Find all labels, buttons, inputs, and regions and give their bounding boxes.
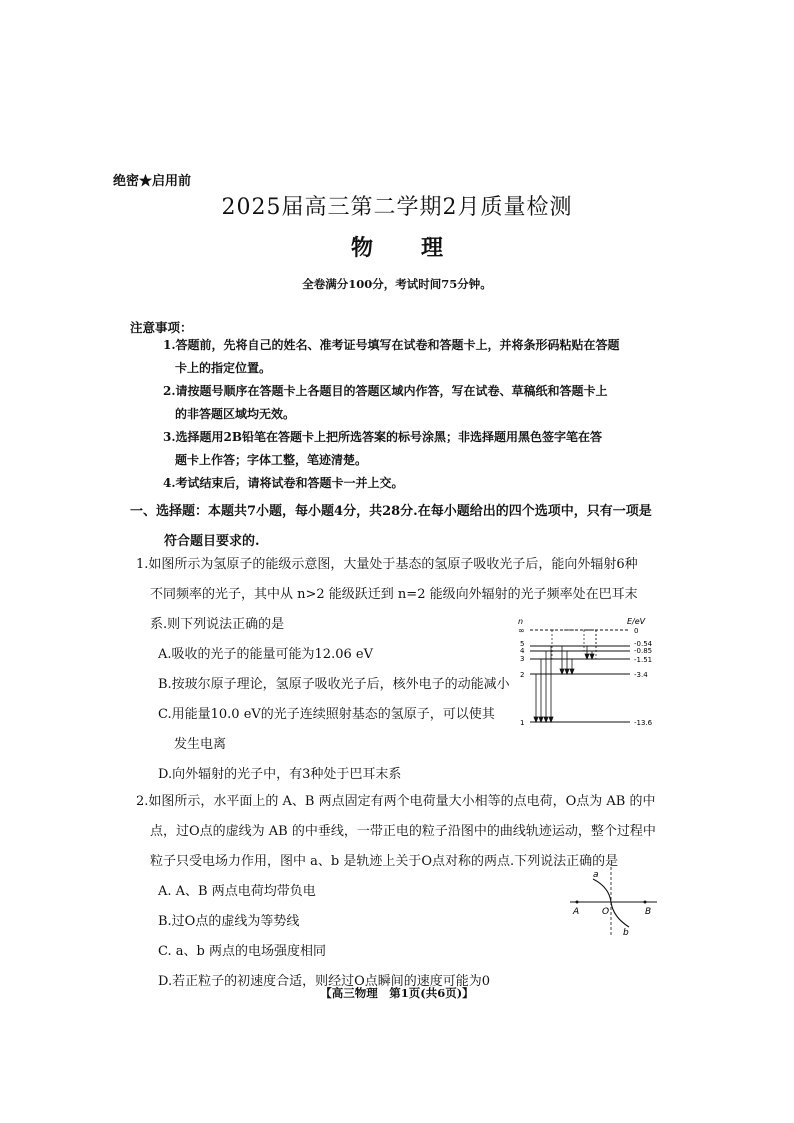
level-n-label: ∞ [518, 626, 525, 635]
exam-title: 2025届高三第二学期2月质量检测 [221, 195, 573, 220]
notice-line: 卡上的指定位置。 [175, 361, 272, 375]
q2-option-c: C. a、b 两点的电场强度相同 [158, 944, 326, 959]
charge-b-point [644, 901, 647, 904]
section-line: 一、选择题：本题共7小题，每小题4分，共28分.在每小题给出的四个选项中，只有一项是 [130, 504, 652, 519]
q1-stem-line: 1.如图所示为氢原子的能级示意图，大量处于基态的氢原子吸收光子后，能向外辐射6种 [136, 557, 638, 572]
notice-line: 2.请按题号顺序在答题卡上各题目的答题区域内作答，写在试卷、草稿纸和答题卡上 [163, 384, 608, 398]
energy-level-diagram [510, 615, 670, 730]
section-line: 符合题目要求的. [164, 534, 260, 549]
subject-title [0, 231, 794, 262]
subject-char-2: 理 [421, 235, 444, 261]
level-n-label: 3 [520, 655, 525, 663]
q2-stem-line: 点，过O点的虚线为 AB 的中垂线，一带正电的粒子沿图中的曲线轨迹运动，整个过程中 [150, 824, 656, 839]
subject-char-1: 物 [350, 235, 373, 261]
q2-stem-line: 粒子只受电场力作用，图中 a、b 是轨迹上关于O点对称的两点.下列说法正确的是 [150, 854, 619, 869]
level-n-label: 1 [520, 719, 525, 727]
notice-line: 3.选择题用2B铅笔在答题卡上把所选答案的标号涂黑；非选择题用黑色签字笔在答 [163, 430, 603, 444]
q1-stem-line: 系.则下列说法正确的是 [150, 617, 285, 632]
page-footer: 【高三物理 第1页(共6页)】 [320, 986, 474, 1000]
point-a-label: a [593, 870, 599, 880]
q2-stem-line: 2.如图所示，水平面上的 A、B 两点固定有两个电荷量大小相等的点电荷，O点为 AB 的中 [136, 794, 656, 809]
notice-line: 4.考试结束后，请将试卷和答题卡一并上交。 [163, 476, 404, 490]
notice-line: 题卡上作答；字体工整，笔迹清楚。 [175, 453, 368, 467]
q1-stem-line: 不同频率的光子，其中从 n>2 能级跃迁到 n=2 能级向外辐射的光子频率处在巴耳末 [150, 587, 638, 602]
point-b-label: b [623, 928, 629, 938]
level-energy-label: -0.85 [634, 647, 653, 655]
charge-trajectory-diagram [565, 865, 660, 940]
q1-option-c: C.用能量10.0 eV的光子连续照射基态的氢原子，可以使其 [158, 707, 495, 722]
transition-arrows [534, 646, 594, 722]
level-energy-label: -3.4 [634, 671, 648, 679]
level-energy-label: 0 [634, 627, 639, 635]
energy-axis-label: E/eV [627, 617, 646, 626]
notice-line: 的非答题区域均无效。 [175, 407, 296, 421]
notice-item [163, 334, 663, 495]
q1-option-d: D.向外辐射的光子中，有3种处于巴耳末系 [158, 767, 402, 782]
section-heading [130, 497, 670, 557]
q2-option-a: A. A、B 两点电荷均带负电 [158, 884, 316, 899]
level-n-label: 2 [520, 671, 525, 679]
dashed-box [552, 630, 596, 659]
notice-title: 注意事项： [130, 320, 193, 335]
confidential-label: 绝密★启用前 [113, 174, 192, 189]
q2-option-b: B.过O点的虚线为等势线 [158, 914, 300, 929]
level-n-label: 4 [520, 647, 525, 655]
dashed-box [584, 630, 596, 651]
notice-line: 1.答题前，先将自己的姓名、准考证号填写在试卷和答题卡上，并将条形码粘贴在答题 [163, 338, 620, 352]
q1-option-a: A.吸收的光子的能量可能为12.06 eV [158, 647, 373, 662]
origin-label: O [602, 907, 610, 917]
level-energy-label: -0.54 [634, 640, 653, 648]
charge-a-point [576, 901, 579, 904]
charge-b-label: B [645, 907, 652, 917]
level-energy-label: -1.51 [634, 656, 653, 664]
n-axis-label: n [518, 617, 524, 626]
level-n-label: 5 [520, 640, 525, 648]
q2-option-d: D.若正粒子的初速度合适，则经过O点瞬间的速度可能为0 [158, 974, 491, 989]
charge-a-label: A [573, 907, 580, 917]
q1-option-c-cont: 发生电离 [174, 737, 227, 752]
score-time-line: 全卷满分100分，考试时间75分钟。 [302, 277, 492, 291]
q1-option-b: B.按玻尔原子理论，氢原子吸收光子后，核外电子的动能减小 [158, 677, 510, 692]
level-energy-label: -13.6 [634, 719, 653, 727]
